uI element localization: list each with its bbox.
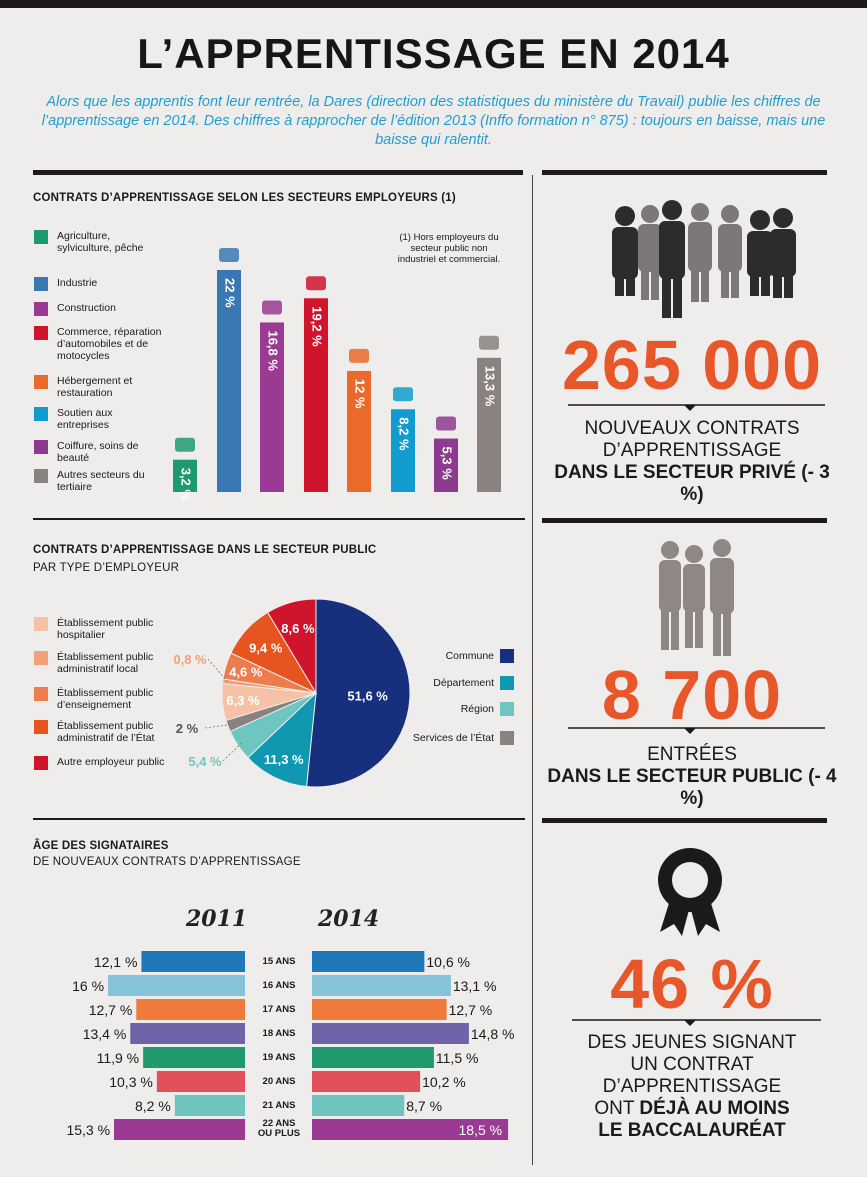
age-value-2011: 12,7 %: [88, 1002, 133, 1018]
sector-bar-label: 8,2 %: [396, 417, 412, 451]
pie-chart-title: CONTRATS D’APPRENTISSAGE DANS LE SECTEUR PUBLIC: [33, 544, 377, 556]
sector-bar-label: 13,3 %: [482, 365, 498, 407]
age-value-2011: 13,4 %: [82, 1026, 127, 1042]
legend-label: Commune: [445, 650, 494, 662]
legend-label: Établissement public administratif local: [57, 651, 154, 675]
private-contracts-caption: [542, 418, 842, 506]
baccalaureat-caption: [542, 1032, 842, 1142]
private-contracts-count: 265 000: [561, 326, 823, 404]
sector-bar-label: 3,2 %: [178, 467, 194, 501]
caption-line: DES JEUNES SIGNANT: [587, 1032, 797, 1053]
age-chart-title: ÂGE DES SIGNATAIRES: [33, 840, 169, 852]
legend-label: Construction: [57, 302, 116, 314]
age-chart-subtitle: DE NOUVEAUX CONTRATS D’APPRENTISSAGE: [33, 856, 301, 868]
age-value-2014: 18,5 %: [458, 1122, 503, 1138]
people-group-icon: [659, 539, 734, 656]
public-entries-caption: [542, 744, 842, 810]
age-category-line: 15 ANS: [262, 956, 296, 967]
pie-chart-subtitle: PAR TYPE D’EMPLOYEUR: [33, 562, 180, 574]
legend-label: Services de l’État: [412, 732, 494, 744]
people-crowd-icon: [612, 200, 796, 318]
pie-slice-label: 5,4 %: [188, 754, 222, 769]
year-2011-label: 2011: [186, 906, 248, 932]
sector-bar-label: 12 %: [352, 378, 368, 409]
legend-label: Région: [460, 703, 494, 715]
age-value-2014: 10,2 %: [422, 1074, 466, 1090]
caption-line: LE BACCALAURÉAT: [598, 1120, 786, 1141]
legend-label: Établissement public d’enseignement: [57, 687, 154, 711]
age-value-2011: 16 %: [72, 978, 105, 994]
legend-label: Autre employeur public: [57, 756, 165, 768]
pie-slice-label: 4,6 %: [229, 664, 263, 680]
legend-label: Établissement public hospitalier: [57, 617, 154, 641]
age-value-2014: 14,8 %: [470, 1026, 515, 1042]
caption-line: UN CONTRAT: [630, 1054, 754, 1075]
sector-chart-note: (1) Hors employeurs du secteur public non industriel et commercial.: [397, 232, 501, 265]
pie-slice-label: 2 %: [175, 721, 199, 736]
age-value-2011: 15,3 %: [66, 1122, 111, 1138]
legend-label: Établissement public administratif de l’État: [57, 720, 155, 744]
age-value-2014: 12,7 %: [448, 1002, 493, 1018]
legend-label: Soutien aux entreprises: [57, 407, 113, 431]
sector-bar-label: 19,2 %: [309, 306, 325, 347]
pie-slice-label: 11,3 %: [263, 751, 304, 767]
caption-line: D’APPRENTISSAGE: [602, 440, 782, 461]
age-value-2011: 10,3 %: [109, 1074, 153, 1090]
pie-slice-label: 51,6 %: [347, 688, 388, 704]
pie-slice-label: 9,4 %: [249, 640, 283, 656]
age-value-2011: 8,2 %: [134, 1098, 171, 1114]
age-value-2014: 8,7 %: [406, 1098, 443, 1114]
legend-label: Industrie: [57, 277, 98, 289]
sector-chart-title: CONTRATS D’APPRENTISSAGE SELON LES SECTEURS EMPLOYEURS (1): [33, 192, 456, 204]
pie-slice-label: 6,3 %: [226, 693, 260, 709]
pie-slice-label: 0,8 %: [173, 652, 207, 667]
caption-line: ENTRÉES: [647, 744, 737, 765]
caption-line: NOUVEAUX CONTRATS: [584, 418, 800, 439]
legend-label: Agriculture, sylviculture, pêche: [57, 230, 144, 254]
age-value-2011: 11,9 %: [96, 1050, 140, 1066]
caption-bold: DÉJÀ AU MOINS: [639, 1098, 790, 1119]
age-category-line: 16 ANS: [262, 980, 296, 991]
age-value-2014: 13,1 %: [452, 978, 497, 994]
sector-bar-label: 22 %: [222, 278, 238, 308]
age-value-2014: 11,5 %: [435, 1050, 479, 1066]
age-category-line: 18 ANS: [262, 1028, 296, 1039]
legend-label: Hébergement et restauration: [57, 375, 133, 399]
pie-slice-label: 8,6 %: [281, 620, 315, 636]
age-value-2011: 12,1 %: [93, 954, 138, 970]
page-title: L’APPRENTISSAGE EN 2014: [137, 30, 730, 77]
age-category-line: 17 ANS: [262, 1004, 296, 1015]
public-entries-count: 8 700: [601, 656, 783, 734]
age-category-line: 21 ANS: [262, 1100, 296, 1111]
legend-label: Autres secteurs du tertiaire: [57, 469, 145, 493]
legend-label: Coiffure, soins de beauté: [57, 440, 139, 464]
age-category-line: 20 ANS: [262, 1076, 296, 1087]
caption-line: [542, 1098, 842, 1120]
age-category-line: 19 ANS: [262, 1052, 296, 1063]
caption-line: DANS LE SECTEUR PUBLIC (- 4 %): [547, 766, 837, 809]
sector-bar-label: 5,3 %: [439, 446, 455, 480]
legend-label: Commerce, réparation d’automobiles et de motocycles: [57, 326, 162, 362]
age-category-line: 22 ANS: [262, 1118, 296, 1129]
award-rosette-icon: [658, 848, 722, 936]
legend-label: Département: [433, 677, 494, 689]
caption-text: ONT: [594, 1098, 640, 1119]
sector-bar-label: 16,8 %: [265, 330, 281, 371]
caption-line: DANS LE SECTEUR PRIVÉ (- 3 %): [554, 462, 830, 505]
year-2014-label: 2014: [318, 906, 380, 932]
caption-line: D’APPRENTISSAGE: [602, 1076, 782, 1097]
baccalaureat-percentage: 46 %: [610, 945, 774, 1023]
age-value-2014: 10,6 %: [426, 954, 470, 970]
age-category-line: OU PLUS: [257, 1128, 301, 1139]
intro-text: Alors que les apprentis font leur rentrée, la Dares (direction des statistiques du ministère du Travail) publie les chiffres de l’apprentissage en 2014. Des chiffres à rapprocher de l’édition 2013 (Inffo formation n° 875) : toujours en baisse, mais une baisse qui ralentit.: [41, 94, 826, 148]
